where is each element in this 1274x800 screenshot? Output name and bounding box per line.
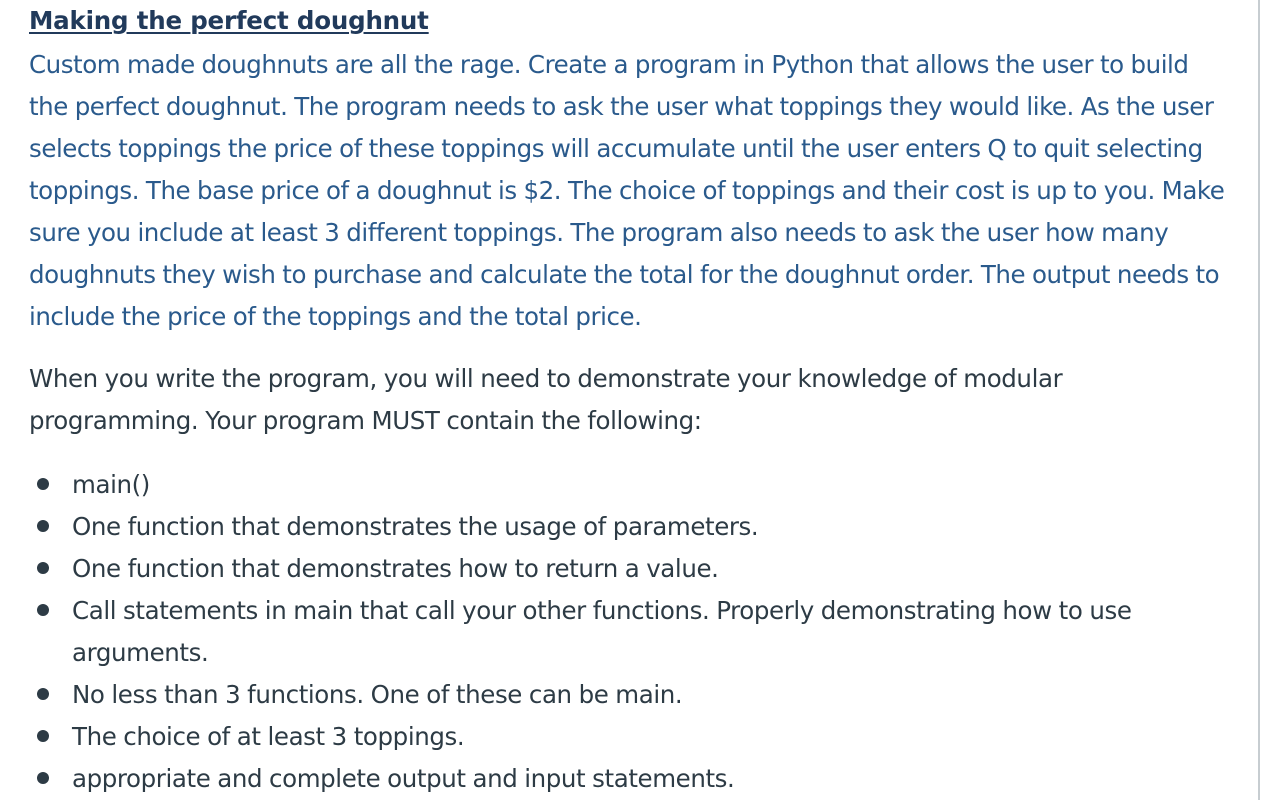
requirement-text: One function that demonstrates how to return a value. <box>72 554 719 583</box>
requirement-text: Call statements in main that call your other functions. Properly demonstrating how to use arguments. <box>72 596 1132 667</box>
requirement-text: main() <box>72 470 150 499</box>
bullet-icon <box>37 688 49 700</box>
bullet-icon <box>37 604 49 616</box>
requirement-item <box>29 506 1234 548</box>
assignment-content <box>29 4 1234 800</box>
bullet-icon <box>37 562 49 574</box>
requirement-item <box>29 590 1234 674</box>
requirement-item <box>29 716 1234 758</box>
requirement-item <box>29 758 1234 800</box>
bullet-icon <box>37 520 49 532</box>
requirement-text: The choice of at least 3 toppings. <box>72 722 465 751</box>
assignment-title: Making the perfect doughnut <box>29 6 429 35</box>
requirement-text: One function that demonstrates the usage of parameters. <box>72 512 759 541</box>
requirement-item <box>29 674 1234 716</box>
requirements-list <box>29 464 1234 800</box>
requirement-item <box>29 464 1234 506</box>
requirements-intro: When you write the program, you will need to demonstrate your knowledge of modular programming. Your program MUST contain the following: <box>29 364 1063 435</box>
requirement-item <box>29 548 1234 590</box>
bullet-icon <box>37 730 49 742</box>
bullet-icon <box>37 772 49 784</box>
bullet-icon <box>37 478 49 490</box>
requirement-text: No less than 3 functions. One of these can be main. <box>72 680 683 709</box>
intro-paragraph: Custom made doughnuts are all the rage. Create a program in Python that allows the user to build the perfect doughnut. The program needs to ask the user what toppings they would like. As the user selects toppings the price of these toppings will accumulate until the user enters Q to quit selecting toppings. The base price of a doughnut is $2. The choice of toppings and their cost is up to you. Make sure you include at least 3 different toppings. The program also needs to ask the user how many doughnuts they wish to purchase and calculate the total for the doughnut order. The output needs to include the price of the toppings and the total price. <box>29 50 1225 331</box>
requirement-text: appropriate and complete output and input statements. <box>72 764 735 793</box>
